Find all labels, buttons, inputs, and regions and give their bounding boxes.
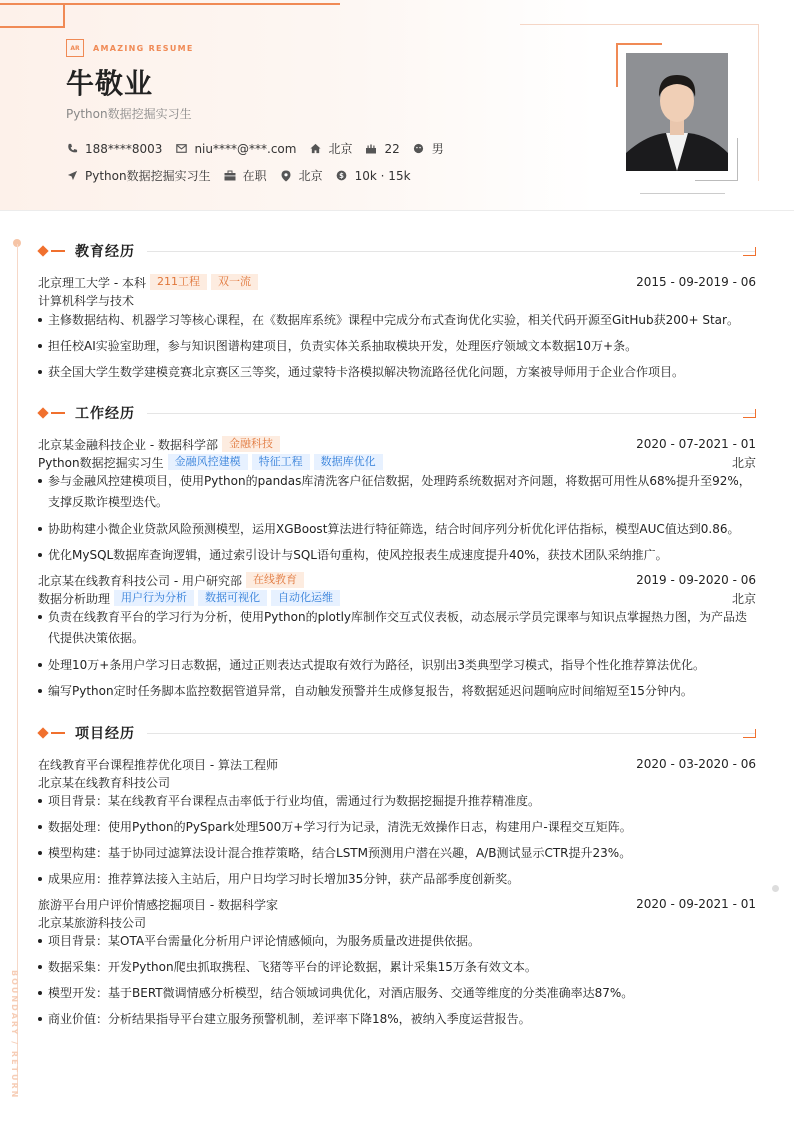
intent-text: Python数据挖掘实习生	[85, 169, 211, 183]
work-bullet: 参与金融风控建模项目，使用Python的pandas库清洗客户征信数据，处理跨系统数据对齐问题，将数据可用性从68%提升至92%，支撑反欺诈模型迭代。	[38, 471, 756, 513]
project-org: 北京某在线教育科技公司	[38, 775, 171, 790]
location-item	[280, 167, 323, 184]
project-bullet: 模型开发：基于BERT微调情感分析模型，结合领域词典优化，对酒店服务、交通等维度的分类准确率达87%。	[38, 983, 756, 1004]
project-bullet: 数据处理：使用Python的PySpark处理500万+学习行为记录，清洗无效操作日志，构建用户-课程交互矩阵。	[38, 817, 756, 838]
brand-row	[66, 39, 194, 57]
project-title: 旅游平台用户评价情感挖掘项目 - 数据科学家	[38, 897, 278, 912]
education-school-row	[38, 273, 756, 291]
brand-text: AMAZING RESUME	[93, 43, 194, 53]
age-text: 22	[384, 141, 400, 156]
company-tag: 金融科技	[222, 436, 280, 452]
skill-tag: 数据可视化	[198, 590, 267, 606]
phone-icon	[66, 143, 78, 155]
skill-tag: 金融风控建模	[168, 454, 248, 470]
project-bullet: 模型构建：基于协同过滤算法设计混合推荐策略，结合LSTM预测用户潜在兴趣，A/B测试显示CTR提升23%。	[38, 843, 756, 864]
skill-tag: 自动化运维	[271, 590, 340, 606]
section-title: 教育经历	[75, 244, 135, 260]
work-bullet: 协助构建小微企业贷款风险预测模型，运用XGBoost算法进行特征筛选，结合时间序列分析优化评估指标，模型AUC值达到0.86。	[38, 519, 756, 540]
section-title: 项目经历	[75, 726, 135, 742]
project-bullet: 项目背景：某在线教育平台课程点击率低于行业均值，需通过行为数据挖掘提升推荐精准度。	[38, 791, 756, 812]
city-item	[309, 140, 352, 157]
intent-item	[66, 167, 211, 184]
work-date: 2020 - 07-2021 - 01	[636, 437, 756, 451]
work-role-row	[38, 453, 756, 471]
work-city: 北京	[731, 591, 756, 606]
section-dash	[51, 412, 65, 414]
work-city: 北京	[731, 455, 756, 470]
job-title: Python数据挖掘实习生	[66, 107, 192, 121]
intent-row	[66, 167, 424, 184]
section-divider	[147, 251, 756, 252]
diamond-icon	[37, 245, 48, 256]
education-major-row	[38, 291, 756, 309]
section-education-header	[38, 243, 756, 259]
section-divider	[147, 733, 756, 734]
education-bullet: 主修数据结构、机器学习等核心课程，在《数据库系统》课程中完成分布式查询优化实验，相关代码开源至GitHub获200+ Star。	[38, 310, 756, 331]
corner-bracket-icon	[743, 729, 756, 738]
salary-icon	[336, 170, 348, 182]
email-item	[175, 142, 296, 156]
section-project-header	[38, 725, 756, 741]
work-company-row	[38, 435, 756, 453]
major-name: 计算机科学与技术	[38, 293, 135, 308]
section-title: 工作经历	[75, 406, 135, 422]
decor-dot	[772, 885, 779, 892]
project-org: 北京某旅游科技公司	[38, 915, 147, 930]
project-org-row	[38, 773, 756, 791]
location-text: 北京	[298, 169, 323, 183]
school-tag: 双一流	[211, 274, 258, 290]
mail-icon	[175, 143, 187, 155]
location-icon	[280, 170, 292, 182]
age-item	[365, 142, 399, 156]
decor-corner	[0, 3, 65, 28]
project-bullet: 项目背景：某OTA平台需量化分析用户评论情感倾向，为服务质量改进提供依据。	[38, 931, 756, 952]
role-name: 数据分析助理	[38, 591, 111, 606]
work-company-row	[38, 571, 756, 589]
brand-logo: AR	[66, 39, 84, 57]
work-date: 2019 - 09-2020 - 06	[636, 573, 756, 587]
work-bullet: 负责在线教育平台的学习行为分析，使用Python的plotly库制作交互式仪表板，动态展示学员完课率与知识点掌握热力图，为产品迭代提供决策依据。	[38, 607, 756, 649]
section-work-header	[38, 405, 756, 421]
role-name: Python数据挖掘实习生	[38, 455, 164, 470]
company-name: 北京某在线教育科技公司 - 用户研究部	[38, 573, 242, 588]
cake-icon	[365, 143, 377, 155]
section-dash	[51, 732, 65, 734]
phone-text: 188****8003	[85, 141, 163, 156]
section-divider	[147, 413, 756, 414]
status-item	[224, 167, 267, 184]
gender-text: 男	[431, 142, 444, 156]
project-date: 2020 - 09-2021 - 01	[636, 897, 756, 911]
contact-row	[66, 140, 457, 157]
work-bullet: 编写Python定时任务脚本监控数据管道异常，自动触发预警并生成修复报告，将数据延迟问题响应时间缩短至15分钟内。	[38, 681, 756, 702]
gender-icon	[413, 143, 425, 155]
education-bullet: 获全国大学生数学建模竞赛北京赛区三等奖，通过蒙特卡洛模拟解决物流路径优化问题，方案被导师用于企业合作项目。	[38, 362, 756, 383]
city-text: 北京	[328, 142, 353, 156]
work-bullet: 处理10万+条用户学习日志数据，通过正则表达式提取有效行为路径，识别出3类典型学习模式，指导个性化推荐算法优化。	[38, 655, 756, 676]
home-icon	[309, 143, 321, 155]
skill-tag: 数据库优化	[314, 454, 383, 470]
work-bullet: 优化MySQL数据库查询逻辑，通过索引设计与SQL语句重构，使风控报表生成速度提升40%，获技术团队采纳推广。	[38, 545, 756, 566]
email-text: niu****@***.com	[194, 141, 297, 156]
education-bullet: 担任校AI实验室助理，参与知识图谱构建项目，负责实体关系抽取模块开发，处理医疗领域文本数据10万+条。	[38, 336, 756, 357]
profile-photo	[626, 53, 728, 171]
salary-item	[336, 169, 411, 183]
timeline-line	[17, 244, 18, 1094]
school-tag: 211工程	[150, 274, 207, 290]
project-title: 在线教育平台课程推荐优化项目 - 算法工程师	[38, 757, 278, 772]
skill-tag: 特征工程	[252, 454, 310, 470]
side-vertical-text: BOUNDARY / RETURN	[10, 970, 19, 1100]
company-tag: 在线教育	[246, 572, 304, 588]
project-date: 2020 - 03-2020 - 06	[636, 757, 756, 771]
status-text: 在职	[242, 169, 267, 183]
project-bullet: 数据采集：开发Python爬虫抓取携程、飞猪等平台的评论数据，累计采集15万条有效文本。	[38, 957, 756, 978]
send-icon	[66, 170, 78, 182]
work-role-row	[38, 589, 756, 607]
gender-item	[413, 140, 444, 157]
corner-bracket-icon	[743, 409, 756, 418]
project-bullet: 成果应用：推荐算法接入主站后，用户日均学习时长增加35分钟，获产品部季度创新奖。	[38, 869, 756, 890]
section-dash	[51, 250, 65, 252]
project-title-row	[38, 755, 756, 773]
briefcase-icon	[224, 170, 236, 182]
decor-line-grey	[640, 193, 725, 194]
skill-tag: 用户行为分析	[114, 590, 194, 606]
school-name: 北京理工大学 - 本科	[38, 275, 146, 290]
svg-text:$: $	[339, 171, 345, 180]
education-date: 2015 - 09-2019 - 06	[636, 275, 756, 289]
diamond-icon	[37, 407, 48, 418]
diamond-icon	[37, 727, 48, 738]
corner-bracket-icon	[743, 247, 756, 256]
phone-item	[66, 142, 162, 156]
candidate-name: 牛敬业	[66, 67, 154, 100]
project-org-row	[38, 913, 756, 931]
company-name: 北京某金融科技企业 - 数据科学部	[38, 437, 218, 452]
resume-header	[0, 0, 794, 211]
project-title-row	[38, 895, 756, 913]
salary-text: 10k · 15k	[354, 168, 411, 183]
project-bullet: 商业价值：分析结果指导平台建立服务预警机制，差评率下降18%，被纳入季度运营报告。	[38, 1009, 756, 1030]
